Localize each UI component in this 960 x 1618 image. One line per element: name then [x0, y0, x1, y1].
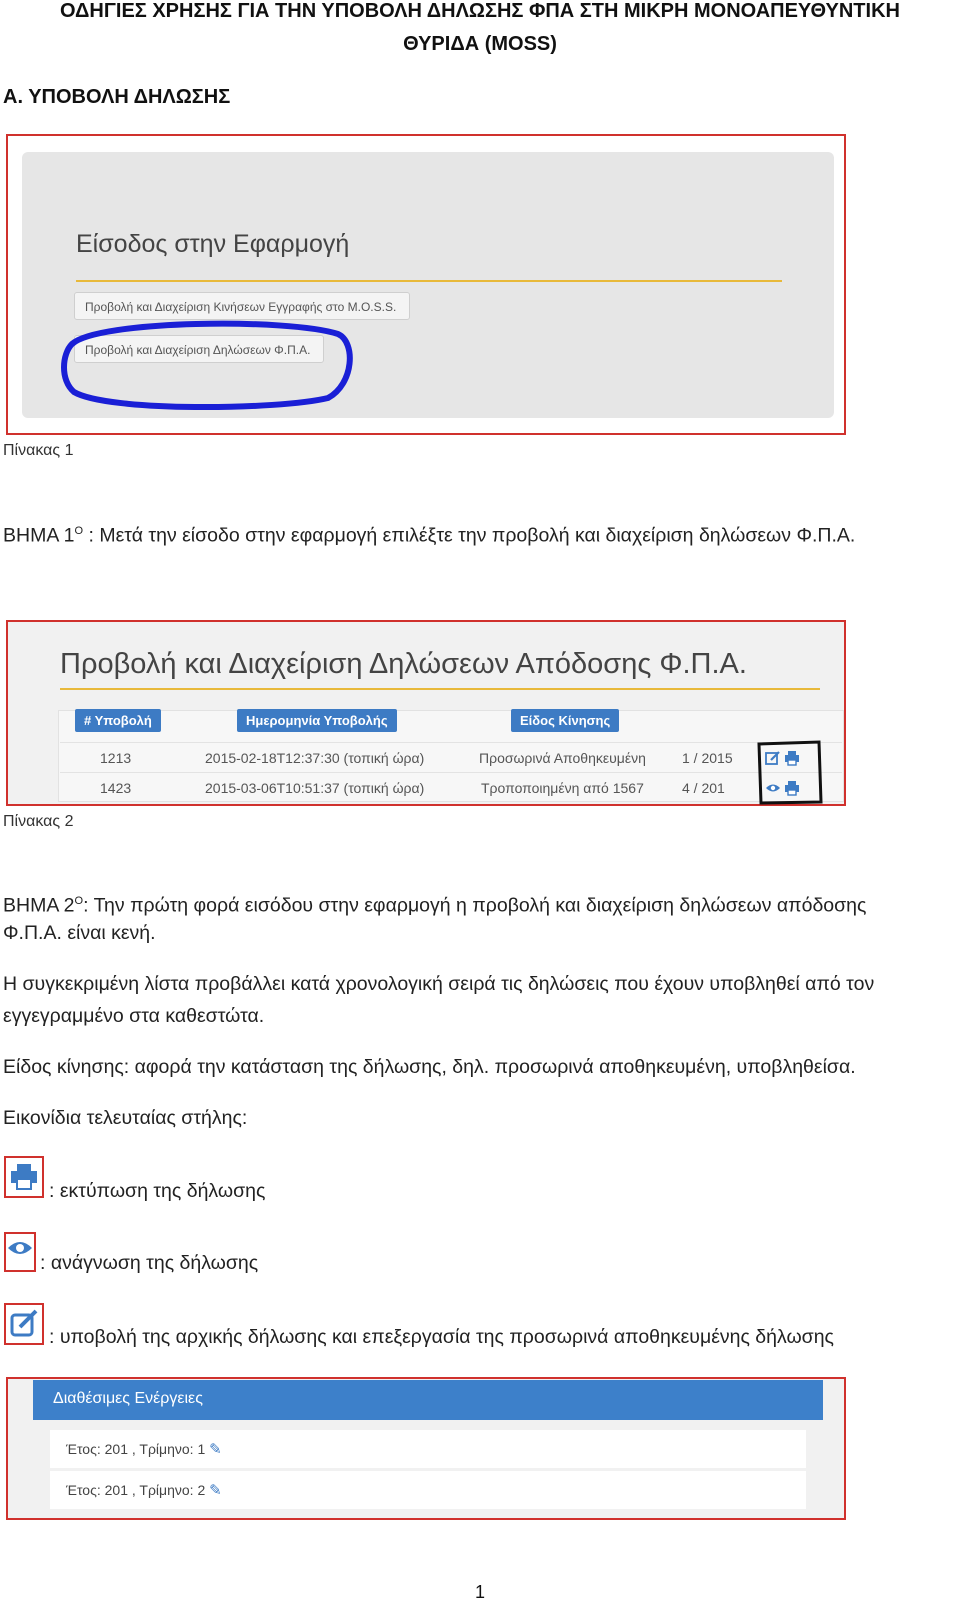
moss-movements-button[interactable]: Προβολή και Διαχείριση Κινήσεων Εγγραφής στο M.O.S.S.: [74, 292, 410, 320]
table-cell-period: 4 / 201: [682, 780, 725, 796]
edit-icon: [6, 1305, 42, 1343]
row-divider: [60, 772, 842, 773]
edit-icon[interactable]: ✎: [209, 1441, 222, 1458]
section-heading: Α. ΥΠΟΒΟΛΗ ΔΗΛΩΣΗΣ: [3, 86, 231, 108]
step-2-label: ΒΗΜΑ 2: [3, 894, 75, 917]
legend-print-text: : εκτύπωση της δήλωσης: [49, 1180, 266, 1202]
print-icon: [6, 1158, 42, 1196]
edit-legend-icon-box: [4, 1303, 44, 1345]
step-1-label: ΒΗΜΑ 1: [3, 524, 75, 547]
action-item-label: Έτος: 201 , Τρίμηνο: 1: [66, 1441, 206, 1457]
movement-type-description: Είδος κίνησης: αφορά την κατάσταση της δήλωσης, δηλ. προσωρινά αποθηκευμένη, υποβληθείσα.: [3, 1056, 856, 1078]
heading-rule: [76, 280, 782, 282]
eye-icon[interactable]: [765, 781, 781, 795]
returns-rule: [60, 688, 820, 690]
table-cell-date: 2015-02-18T12:37:30 (τοπική ώρα): [205, 750, 425, 766]
print-icon[interactable]: [784, 750, 800, 766]
table-cell-type: Προσωρινά Αποθηκευμένη: [479, 750, 646, 766]
action-item-q1[interactable]: [50, 1430, 806, 1468]
list-description-line1: Η συγκεκριμένη λίστα προβάλλει κατά χρονολογική σειρά τις δηλώσεις που έχουν υποβληθεί από τον: [3, 973, 875, 995]
eye-icon: [6, 1234, 34, 1270]
icons-heading: Εικονίδια τελευταίας στήλης:: [3, 1107, 248, 1129]
view-legend-icon-box: [4, 1232, 36, 1272]
legend-view-text: : ανάγνωση της δήλωσης: [40, 1252, 259, 1274]
legend-edit-text: : υποβολή της αρχικής δήλωσης και επεξεργασία της προσωρινά αποθηκευμένης δήλωσης: [49, 1326, 834, 1348]
table-cell-id: 1213: [100, 750, 132, 766]
doc-title-line1: ΟΔΗΓΙΕΣ ΧΡΗΣΗΣ ΓΙΑ ΤΗΝ ΥΠΟΒΟΛΗ ΔΗΛΩΣΗΣ ΦΠΑ ΣΤΗ ΜΙΚΡΗ ΜΟΝΟΑΠΕΥΘΥΝΤΙΚΗ: [60, 0, 900, 22]
caption-table-1: Πίνακας 1: [3, 442, 74, 459]
table-cell-type: Τροποποιημένη από 1567: [481, 780, 644, 796]
step-2-text-cont: Φ.Π.Α. είναι κενή.: [3, 922, 156, 944]
column-header-date[interactable]: Ημερομηνία Υποβολής: [237, 709, 397, 732]
returns-heading: Προβολή και Διαχείριση Δηλώσεων Απόδοσης Φ.Π.Α.: [60, 648, 747, 680]
step-1-body: : Μετά την είσοδο στην εφαρμογή επιλέξτε την προβολή και διαχείριση δηλώσεων Φ.Π.Α.: [83, 524, 856, 547]
edit-icon[interactable]: ✎: [209, 1482, 222, 1499]
action-item-label: Έτος: 201 , Τρίμηνο: 2: [66, 1482, 206, 1498]
highlight-circle: [58, 314, 358, 414]
table-cell-date: 2015-03-06T10:51:37 (τοπική ώρα): [205, 780, 425, 796]
login-heading: Είσοδος στην Εφαρμογή: [76, 230, 350, 258]
available-actions-bar: Διαθέσιμες Ενέργειες: [33, 1380, 823, 1420]
list-description-line2: εγγεγραμμένο στα καθεστώτα.: [3, 1005, 265, 1027]
print-icon[interactable]: [784, 780, 800, 796]
table-cell-period: 1 / 2015: [682, 750, 733, 766]
vat-returns-button[interactable]: Προβολή και Διαχείριση Δηλώσεων Φ.Π.Α.: [74, 335, 324, 363]
step-2-body: : Την πρώτη φορά εισόδου στην εφαρμογή η προβολή και διαχείριση δηλώσεων απόδοσης: [83, 894, 867, 917]
page-number: 1: [474, 1582, 485, 1602]
doc-title-line2: ΘΥΡΙΔΑ (MOSS): [403, 33, 557, 55]
column-header-type[interactable]: Είδος Κίνησης: [511, 709, 619, 732]
step-1-text: [3, 515, 855, 552]
caption-table-2: Πίνακας 2: [3, 813, 74, 830]
action-item-q2[interactable]: [50, 1471, 806, 1509]
table-cell-id: 1423: [100, 780, 132, 796]
row-divider: [60, 742, 842, 743]
print-legend-icon-box: [4, 1156, 44, 1198]
step-2-sup: Ο: [74, 895, 84, 907]
edit-icon[interactable]: [765, 750, 781, 766]
step-1-sup: Ο: [74, 525, 84, 537]
column-header-submission[interactable]: # Υποβολή: [75, 709, 161, 732]
